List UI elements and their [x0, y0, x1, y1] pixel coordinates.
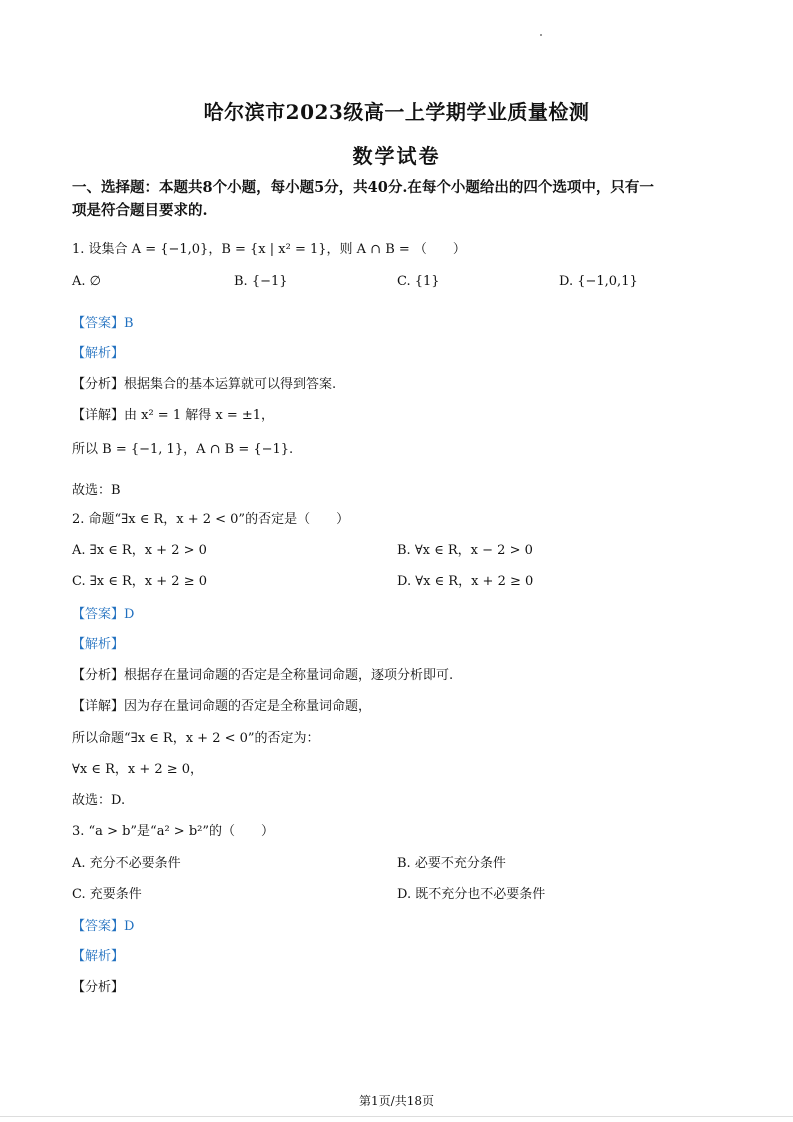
- section-heading-line1: 一、选择题：本题共8个小题，每小题5分，共40分.在每个小题给出的四个选项中，只有一: [72, 179, 654, 196]
- q1-option-d: D. {−1,0,1}: [559, 274, 638, 289]
- q1-option-a: A. ∅: [72, 274, 101, 289]
- q1-choose: 故选：B: [72, 483, 121, 498]
- q1-option-b: B. {−1}: [234, 274, 288, 289]
- q2-option-c: C. ∃x ∈ R，x + 2 ≥ 0: [72, 574, 207, 589]
- q3-option-d: D. 既不充分也不必要条件: [397, 887, 546, 902]
- q2-stem: 2. 命题“∃x ∈ R，x + 2 < 0”的否定是（ ）: [72, 512, 350, 527]
- exam-title: 哈尔滨市2023级高一上学期学业质量检测: [203, 100, 590, 124]
- q2-option-a: A. ∃x ∈ R，x + 2 > 0: [72, 543, 207, 558]
- exam-subtitle: 数学试卷: [352, 144, 441, 168]
- scan-dot: [540, 34, 542, 36]
- q3-option-a: A. 充分不必要条件: [72, 856, 181, 871]
- q2-option-b: B. ∀x ∈ R，x − 2 > 0: [397, 543, 533, 558]
- q2-analysis: 【分析】根据存在量词命题的否定是全称量词命题，逐项分析即可.: [72, 668, 454, 683]
- q3-answer: 【答案】D: [72, 919, 135, 934]
- q1-answer: 【答案】B: [72, 316, 134, 331]
- q2-answer: 【答案】D: [72, 607, 135, 622]
- q3-option-c: C. 充要条件: [72, 887, 142, 902]
- q2-step2: ∀x ∈ R，x + 2 ≥ 0，: [72, 762, 204, 777]
- bottom-rule: [0, 1116, 793, 1117]
- q3-analysis: 【分析】: [72, 980, 125, 995]
- q1-stem: 1. 设集合 A = {−1,0}，B = {x | x² = 1}，则 A ∩ B = （ ）: [72, 242, 466, 257]
- q3-jiexi: 【解析】: [72, 949, 125, 964]
- q1-detail: 【详解】由 x² = 1 解得 x = ±1，: [72, 408, 275, 423]
- q2-detail: 【详解】因为存在量词命题的否定是全称量词命题，: [72, 699, 372, 714]
- q2-choose: 故选：D.: [72, 793, 126, 808]
- q2-option-d: D. ∀x ∈ R，x + 2 ≥ 0: [397, 574, 534, 589]
- q3-option-b: B. 必要不充分条件: [397, 856, 506, 871]
- q1-analysis: 【分析】根据集合的基本运算就可以得到答案.: [72, 377, 337, 392]
- section-heading-line2: 项是符合题目要求的.: [72, 202, 208, 219]
- page-number: 第1页/共18页: [359, 1094, 434, 1108]
- q2-jiexi: 【解析】: [72, 637, 125, 652]
- q1-jiexi: 【解析】: [72, 346, 125, 361]
- q3-stem: 3. “a > b”是“a² > b²”的（ ）: [72, 824, 275, 839]
- q1-step: 所以 B = {−1, 1}，A ∩ B = {−1}.: [72, 442, 294, 457]
- q1-option-c: C. {1}: [397, 274, 440, 289]
- q2-step1: 所以命题“∃x ∈ R，x + 2 < 0”的否定为：: [72, 731, 320, 746]
